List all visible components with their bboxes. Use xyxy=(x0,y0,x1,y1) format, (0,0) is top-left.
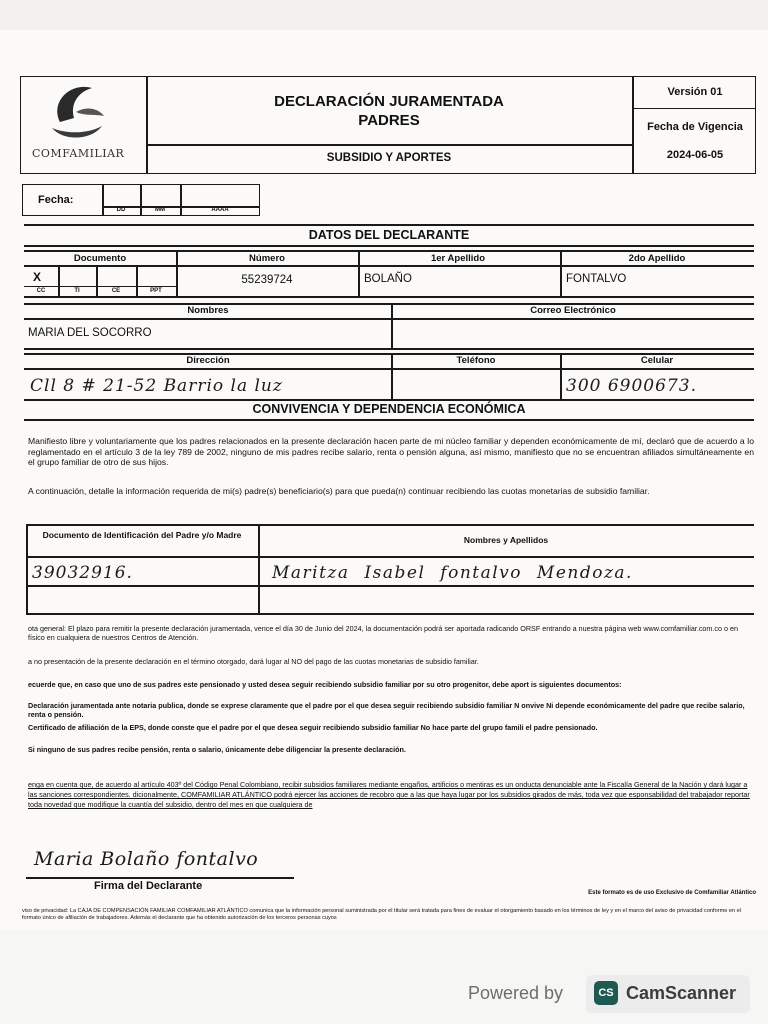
powered-by-text: Powered by xyxy=(468,983,564,1003)
doc-type-ppt: PPT xyxy=(150,288,162,294)
privacy-notice: viso de privacidad: La CAJA DE COMPENSACIÓN FAMILIAR COMFAMILIAR ATLÁNTICO comunica que la información personal suministrada por el titular será tratada para fines de evaluar el otorgamiento basado en los términos de ley y en el marco del aviso de privacidad conforme en el formato único de afiliación de trabajadores. Además el declarante que ha obtenido autorización de los terceros personas cuyos xyxy=(22,908,742,921)
fecha-dd: DD xyxy=(116,207,126,213)
nota-general: ota general: El plazo para remitir la presente declaración juramentada, vence el día 30 de Junio del 2024, la documentación podrá ser aportada radicando ORSF entrando a nuestra página web www.comfamiliar.com.co o en físico en cualquiera de nuestros Centros de Atención. xyxy=(28,624,738,642)
padre-doc-value: 39032916. xyxy=(32,563,133,583)
version-label: Versión 01 xyxy=(667,86,723,98)
no-presentacion-note: a no presentación de la presente declaración en el término otorgado, dará lugar al NO del pago de las cuotas monetarias de subsidio familiar. xyxy=(28,657,479,666)
numero-header: Número xyxy=(249,253,285,264)
requirement-1: Declaración juramentada ante notaria publica, donde se exprese claramente que el padre por el que desea seguir recibiendo subsidio familiar N onvive Ni depende económicamente del padre que recibe salario, renta o pensión. xyxy=(28,701,745,719)
doc-type-ce: CE xyxy=(111,288,121,294)
logo-text: COMFAMILIAR xyxy=(32,147,125,160)
celular-header: Celular xyxy=(640,355,674,366)
title-line-2: PADRES xyxy=(358,112,420,129)
document-subtitle: SUBSIDIO Y APORTES xyxy=(326,152,452,164)
padre-doc-header: Documento de Identificación del Padre y/o Madre xyxy=(42,530,242,540)
exclusive-use-note: Este formato es de uso Exclusivo de Comfamiliar Atlántico xyxy=(588,890,756,896)
fecha-label: Fecha: xyxy=(38,194,74,206)
doc-type-ti: TI xyxy=(74,288,80,294)
fecha-aaaa: AAAA xyxy=(211,207,229,213)
camscanner-badge xyxy=(586,975,750,1013)
requirement-2: Certificado de afiliación de la EPS, donde conste que el padre por el que desea seguir recibiendo subsidio familiar No hace parte del grupo famili el padre pensionado. xyxy=(28,723,598,732)
vigencia-date: 2024-06-05 xyxy=(666,149,724,161)
convivencia-paragraph-2: A continuación, detalle la información requerida de mi(s) padre(s) beneficiario(s) para que pueda(n) continuar recibiendo las cuotas monetarias de subsidio familiar. xyxy=(28,486,650,496)
apellido1-value: BOLAÑO xyxy=(364,273,412,285)
direccion-header: Dirección xyxy=(186,355,230,366)
requirement-3: Si ninguno de sus padres recibe pensión, renta o salario, únicamente debe diligenciar la presente declaración. xyxy=(28,745,406,754)
section-convivencia: CONVIVENCIA Y DEPENDENCIA ECONÓMICA xyxy=(252,402,526,416)
doc-type-cc: CC xyxy=(36,288,46,294)
legal-warning: enga en cuenta que, de acuerdo al artículo 403º del Código Penal Colombiano, recibir subsidios familiares mediante engaños, artificios o mentiras es un onducta denunciable ante la Fiscalía General de la Nación y dará lugar a las sanciones correspondientes. dicionalmente, COMFAMILIAR ATLÁNTICO podrá ejercer las acciones de recobro que a las que haya lugar por los subsidios girados de más, toda vez que esponsabilidad del trabajador reportar toda novedad que modifique la cuantía del subsidio, dentro del mes en que cualquiera de xyxy=(28,780,750,809)
correo-header: Correo Electrónico xyxy=(530,305,616,316)
apellido1-header: 1er Apellido xyxy=(430,253,486,264)
document-title xyxy=(146,92,632,130)
numero-value: 55239724 xyxy=(241,274,293,286)
nombres-header: Nombres xyxy=(187,305,229,316)
celular-value: 300 6900673. xyxy=(566,376,697,396)
section-datos-declarante: DATOS DEL DECLARANTE xyxy=(308,228,470,242)
logo-icon xyxy=(30,82,142,142)
apellido2-value: FONTALVO xyxy=(566,273,627,285)
camscanner-icon: CS xyxy=(594,981,618,1005)
title-line-1: DECLARACIÓN JURAMENTADA xyxy=(274,93,504,110)
comfamiliar-logo xyxy=(30,82,142,168)
telefono-header: Teléfono xyxy=(456,355,496,366)
camscanner-name: CamScanner xyxy=(626,983,737,1003)
firma-label: Firma del Declarante xyxy=(94,880,203,892)
padre-nombre-value: Maritza Isabel fontalvo Mendoza. xyxy=(272,563,633,583)
declarante-signature: Maria Bolaño fontalvo xyxy=(34,848,259,870)
doc-type-mark: X xyxy=(33,270,42,284)
convivencia-paragraph-1: Manifiesto libre y voluntariamente que los padres relacionados en la presente declaración hacen parte de mi núcleo familiar y dependen económicamente de mí, declaró que de acuerdo a lo reglamentado en el artículo 3 de la ley 789 de 2002, ninguno de mis padres recibe salario, renta o pensión alguna, así mismo, manifiesto que no se encuentran afiliados simultáneamente en el grupo familiar de otro de sus hijos. xyxy=(28,436,754,468)
apellido2-header: 2do Apellido xyxy=(628,253,686,264)
padre-nombre-header: Nombres y Apellidos xyxy=(463,535,549,545)
fecha-mm: MM xyxy=(155,207,165,213)
recuerde-note: ecuerde que, en caso que uno de sus padres este pensionado y usted desea seguir recibiendo subsidio familiar por su otro progenitor, debe aport is siguientes documentos: xyxy=(28,680,622,689)
documento-header: Documento xyxy=(73,253,127,264)
nombres-value: MARIA DEL SOCORRO xyxy=(28,327,152,339)
direccion-value: Cll 8 # 21-52 Barrio la luz xyxy=(30,376,283,396)
vigencia-label: Fecha de Vigencia xyxy=(647,121,743,133)
